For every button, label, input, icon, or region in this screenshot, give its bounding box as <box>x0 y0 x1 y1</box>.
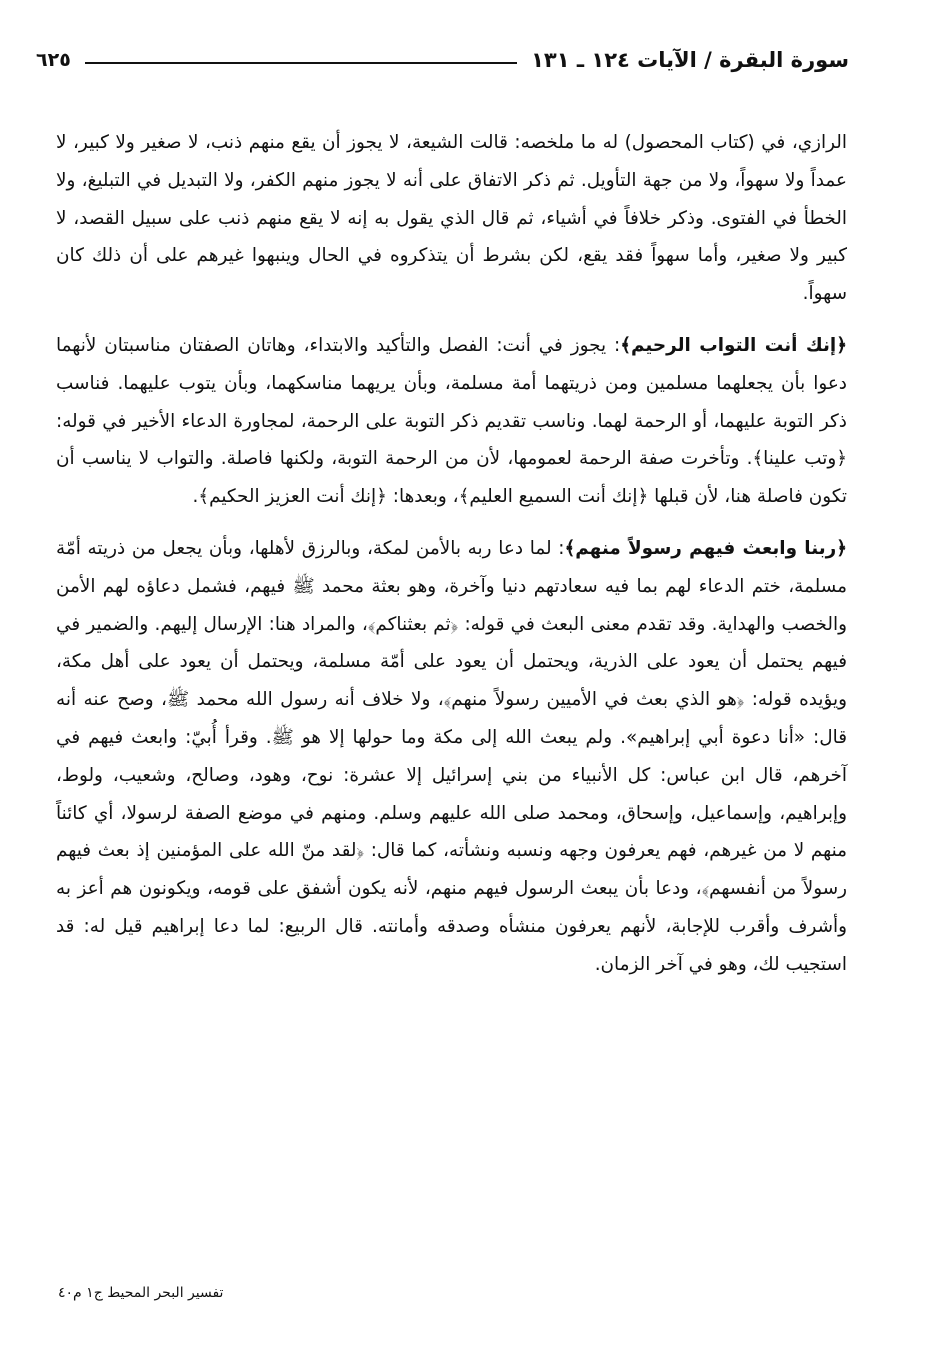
paragraph-text: : لما دعا ربه بالأمن لمكة، وبالرزق لأهلها، وبأن يجعل من ذريته أمّة مسلمة، ختم الدعاء لهم بما فيه سعادتهم دنيا وآخرة، وهو بعثة محمد ﷺ فيهم، فشمل دعاؤه لهم الأمن والخصب والهداية. وقد تقدم معنى البعث في قوله: ﴿ثم بعثناكم﴾، والمراد هنا: الإرسال إليهم. والضمير في فيهم يحتمل أن يعود على الذرية، ويحتمل أن يعود على أمّة مسلمة، ويحتمل أن يعود على أهل مكة، ويؤيده قوله: ﴿هو الذي بعث في الأميين رسولاً منهم﴾، ولا خلاف أنه رسول الله محمد ﷺ، وصح عنه أنه قال: «أنا دعوة أبي إبراهيم». ولم يبعث الله إلى مكة وما حولها إلا هو ﷺ. وقرأ أُبيّ: وابعث فيهم في آخرهم، قال ابن عباس: كل الأنبياء من بني إسرائيل إلا عشرة: نوح، وهود، وصالح، وشعيب، ولوط، وإبراهيم، وإسماعيل، وإسحاق، ومحمد صلى الله عليهم وسلم. ومنهم في موضع الصفة لرسولا، أي كائناً منهم لا من غيرهم، فهم يعرفون وجهه ونسبه ونشأته، كما قال: ﴿لقد منّ الله على المؤمنين إذ بعث فيهم رسولاً من أنفسهم﴾، ودعا بأن يبعث الرسول فيهم منهم، لأنه يكون أشفق على قومه، ويكونون هم أعز به وأشرف وأقرب للإجابة، لأنهم يعرفون منشأه وصدقه وأمانته. قال الربيع: لما دعا إبراهيم قيل له: قد استجيب لك، وهو في آخر الزمان. <box>56 537 847 975</box>
header-rule <box>85 62 517 64</box>
verse-quote: ﴿إنك أنت التواب الرحيم﴾ <box>620 334 847 356</box>
paragraph-tawwab-rahim <box>56 327 847 516</box>
page-header <box>36 48 849 72</box>
footer-signature: تفسير البحر المحيط ج١ م٤٠ <box>58 1285 224 1301</box>
body-text <box>56 124 847 998</box>
paragraph-razi-quote <box>56 124 847 313</box>
paragraph-text: : يجوز في أنت: الفصل والتأكيد والابتداء، وهاتان الصفتان مناسبتان لأنهما دعوا بأن يجعلهما مسلمين ومن ذريتهما أمة مسلمة، وبأن يريهما مناسكهما، وبأن يتوب عليهما. فناسب ذكر التوبة عليهما، أو الرحمة لهما. وناسب تقديم ذكر التوبة على الرحمة، لمجاورة الدعاء الأخير في قوله: ﴿وتب علينا﴾. وتأخرت صفة الرحمة لعمومها، لأن من الرحمة التوبة، ولكنها فاصلة. والتواب لا يناسب أن تكون فاصلة هنا، لأن قبلها ﴿إنك أنت السميع العليم﴾، وبعدها: ﴿إنك أنت العزيز الحكيم﴾. <box>56 334 847 508</box>
paragraph-text: الرازي، في (كتاب المحصول) له ما ملخصه: قالت الشيعة، لا يجوز أن يقع منهم ذنب، لا صغير ولا كبير، لا عمداً ولا سهواً، ولا من جهة التأويل. ثم ذكر الاتفاق على أنه لا يجوز منهم الكفر، ولا التبديل في التبليغ، ولا الخطأ في الفتوى. وذكر خلافاً في أشياء، ثم قال الذي يقول به إنه لا يقع منهم ذنب على سبيل القصد، لا كبير ولا صغير، وأما سهواً فقد يقع، لكن بشرط أن يتذكروه في الحال وينبهوا غيرهم على أن ذلك كان سهواً. <box>56 132 847 305</box>
running-title: سورة البقرة / الآيات ١٢٤ ـ ١٣١ <box>531 48 849 72</box>
paragraph-send-messenger <box>56 530 847 984</box>
page-number: ٦٢٥ <box>36 49 71 71</box>
verse-quote: ﴿ربنا وابعث فيهم رسولاً منهم﴾ <box>564 537 847 559</box>
